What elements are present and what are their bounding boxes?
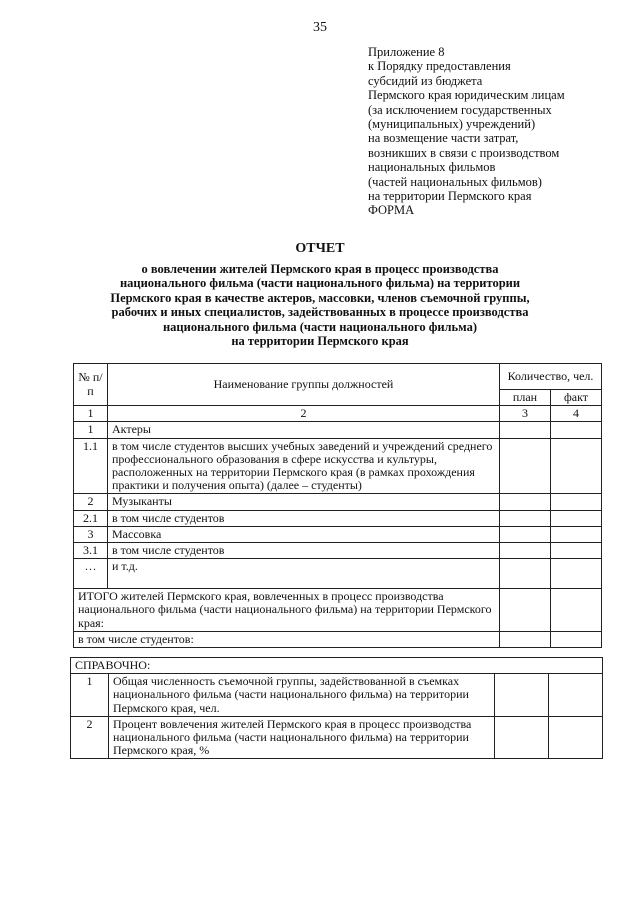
table-row (74, 422, 602, 438)
row-num: 1 (74, 422, 108, 438)
fact-cell (551, 631, 602, 647)
subtitle-line: Пермского края в качестве актеров, массовки, членов съемочной группы, (110, 290, 530, 305)
plan-cell (500, 422, 551, 438)
header-fact: факт (551, 390, 602, 406)
table-row (74, 494, 602, 510)
reference-header: СПРАВОЧНО: (71, 658, 603, 674)
appendix-line: (муниципальных) учреждений) (368, 117, 536, 132)
plan-cell (500, 559, 551, 589)
row-name: в том числе студентов (108, 543, 500, 559)
total-students-row (74, 631, 602, 647)
col-number: 3 (500, 406, 551, 422)
row-name: в том числе студентов высших учебных заведений и учреждений среднего профессионального образования в сфере искусства и культуры, расположенных на территории Пермского края (в рамках прохождения практики и получения опыта) (далее – студенты) (108, 438, 500, 494)
col-number: 1 (74, 406, 108, 422)
form-label: ФОРМА (368, 203, 415, 217)
row-num: 2 (74, 494, 108, 510)
row-name: и т.д. (108, 559, 500, 589)
row-num: 3.1 (74, 543, 108, 559)
fact-cell (551, 559, 602, 589)
reference-value-cell (495, 716, 549, 759)
reference-table (70, 657, 603, 759)
fact-cell (551, 510, 602, 526)
plan-cell (500, 631, 551, 647)
reference-row (71, 716, 603, 759)
row-name: Актеры (108, 422, 500, 438)
plan-cell (500, 494, 551, 510)
total-students-label: в том числе студентов: (74, 631, 500, 647)
fact-cell (551, 494, 602, 510)
page-number: 35 (313, 20, 327, 35)
subtitle-line: национального фильма (части национального фильма) на территории (119, 276, 521, 291)
table-row (74, 526, 602, 542)
fact-cell (551, 422, 602, 438)
row-name: в том числе студентов (108, 510, 500, 526)
appendix-line: (частей национальных фильмов) (368, 174, 542, 189)
header-qty: Количество, чел. (500, 364, 602, 390)
reference-value-cell (549, 716, 603, 759)
header-num: № п/п (74, 364, 108, 406)
reference-header-row (71, 658, 603, 674)
appendix-line: Приложение 8 (368, 45, 445, 59)
header-plan: план (500, 390, 551, 406)
fact-cell (551, 589, 602, 632)
appendix-line: на территории Пермского края (368, 189, 532, 204)
row-num: … (74, 559, 108, 589)
header-name: Наименование группы должностей (108, 364, 500, 406)
table-row (74, 510, 602, 526)
reference-num: 1 (71, 674, 109, 717)
column-numbers-row (74, 406, 602, 422)
table-row (74, 438, 602, 494)
plan-cell (500, 438, 551, 494)
plan-cell (500, 526, 551, 542)
table-row (74, 559, 602, 589)
appendix-line: на возмещение части затрат, (368, 131, 519, 146)
plan-cell (500, 589, 551, 632)
subtitle-line: национального фильма (части национального фильма) (162, 319, 478, 334)
row-num: 1.1 (74, 438, 108, 494)
fact-cell (551, 526, 602, 542)
report-table (73, 363, 602, 648)
subtitle-line: о вовлечении жителей Пермского края в процесс производства (141, 262, 499, 276)
total-label: ИТОГО жителей Пермского края, вовлеченных в процесс производства национального фильма (части национального фильма) на территории Пермского края: (74, 589, 500, 632)
row-num: 3 (74, 526, 108, 542)
subtitle-line: на территории Пермского края (231, 334, 409, 349)
appendix-line: национальных фильмов (368, 160, 496, 175)
plan-cell (500, 543, 551, 559)
appendix-line: субсидий из бюджета (368, 73, 483, 88)
col-number: 2 (108, 406, 500, 422)
reference-text: Процент вовлечения жителей Пермского края в процесс производства национального фильма (части национального фильма) на территории Пермского края, % (109, 716, 495, 759)
fact-cell (551, 543, 602, 559)
total-row (74, 589, 602, 632)
report-title: ОТЧЕТ (295, 241, 345, 256)
appendix-line: (за исключением государственных (368, 102, 552, 117)
reference-row (71, 674, 603, 717)
fact-cell (551, 438, 602, 494)
appendix-line: к Порядку предоставления (368, 59, 511, 74)
row-name: Массовка (108, 526, 500, 542)
reference-value-cell (495, 674, 549, 717)
row-num: 2.1 (74, 510, 108, 526)
report-subtitle (60, 262, 580, 348)
subtitle-line: рабочих и иных специалистов, задействованных в процессе производства (111, 305, 529, 320)
row-name: Музыканты (108, 494, 500, 510)
reference-value-cell (549, 674, 603, 717)
reference-num: 2 (71, 716, 109, 759)
plan-cell (500, 510, 551, 526)
table-row (74, 543, 602, 559)
appendix-line: возникших в связи с производством (368, 145, 560, 160)
appendix-line: Пермского края юридическим лицам (368, 88, 565, 103)
reference-text: Общая численность съемочной группы, задействованной в съемках национального фильма (части национального фильма) на территории Пермского края, чел. (109, 674, 495, 717)
appendix-block (368, 45, 565, 203)
col-number: 4 (551, 406, 602, 422)
